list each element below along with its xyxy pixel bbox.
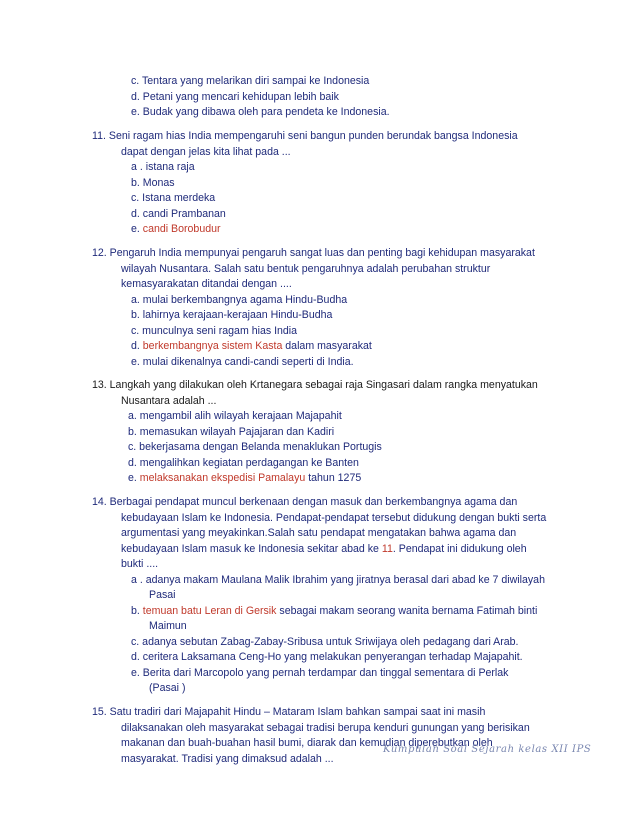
q11-question-line: dapat dengan jelas kita lihat pada ... [121,146,291,158]
q14-option-a: a . adanya makam Maulana Malik Ibrahim yang jiratnya berasal dari abad ke 7 diwilayah [131,574,545,586]
answer-highlight: candi Borobudur [142,223,221,235]
q14-question-line: kebudayaan Islam ke Indonesia. Pendapat-pendapat tersebut didukung dengan bukti serta [121,512,547,524]
q13-option-a: a. mengambil alih wilayah kerajaan Majapahit [128,410,342,422]
q15-question-line: makanan dan buah-buahan hasil bumi, diarak dan kemudian diperebutkan oleh [121,737,493,749]
option-prefix: e. [128,472,140,484]
answer-highlight: 11 [381,543,393,555]
q12-option-b: b. lahirnya kerajaan-kerajaan Hindu-Budha [131,309,333,321]
text-segment: kebudayaan Islam masuk ke Indonesia sekitar abad ke [121,543,382,555]
q10-option-c: c. Tentara yang melarikan diri sampai ke Indonesia [131,75,370,87]
q14-option-d: d. ceritera Laksamana Ceng-Ho yang melakukan penyerangan terhadap Majapahit. [131,651,523,663]
q13-question-line: Nusantara adalah ... [121,395,217,407]
q12-question-line: 12. Pengaruh India mempunyai pengaruh sangat luas dan penting bagi kehidupan masyarakat [92,247,535,259]
q14-option-b-cont: Maimun [149,620,187,632]
q10-option-d: d. Petani yang mencari kehidupan lebih baik [131,91,339,103]
q14-option-c: c. adanya sebutan Zabag-Zabay-Sribusa untuk Sriwijaya oleh pedagang dari Arab. [131,636,519,648]
q12-question-line: kemasyarakatan ditandai dengan .... [121,278,292,290]
q14-option-b [131,604,537,620]
q11-option-c: c. Istana merdeka [131,192,216,204]
q15-question-line: masyarakat. Tradisi yang dimaksud adalah ... [121,753,334,765]
q14-question-line [121,542,527,558]
option-suffix: sebagai makam seorang wanita bernama Fatimah binti [276,605,538,617]
q15-question-line: 15. Satu tradiri dari Majapahit Hindu – Mataram Islam bahkan sampai saat ini masih [92,706,486,718]
q14-option-a-cont: Pasai [149,589,176,601]
q13-option-e [128,471,361,487]
q11-option-d: d. candi Prambanan [131,208,226,220]
q13-option-b: b. memasukan wilayah Pajajaran dan Kadiri [128,426,335,438]
q14-question-line: 14. Berbagai pendapat muncul berkenaan dengan masuk dan berkembangnya agama dan [92,496,518,508]
q11-option-e [131,222,221,238]
q11-option-b: b. Monas [131,177,175,189]
option-prefix: e. [131,223,143,235]
q11-question-line: 11. Seni ragam hias India mempengaruhi seni bangun punden berundak bangsa Indonesia [92,130,518,142]
q15-question-line: dilaksanakan oleh masyarakat sebagai tradisi berupa kenduri gunungan yang berisikan [121,722,530,734]
option-suffix: dalam masyarakat [282,340,372,352]
answer-highlight: melaksanakan ekspedisi Pamalayu [139,472,306,484]
q14-option-e-cont: (Pasai ) [149,682,186,694]
q14-question-line: bukti .... [121,558,159,570]
answer-highlight: berkembangnya sistem Kasta [142,340,283,352]
q14-question-line: argumentasi yang meyakinkan.Salah satu pendapat mengatakan bahwa agama dan [121,527,517,539]
q13-option-c: c. bekerjasama dengan Belanda menaklukan Portugis [128,441,382,453]
answer-highlight: temuan batu Leran di Gersik [142,605,277,617]
q12-option-e: e. mulai dikenalnya candi-candi seperti di India. [131,356,354,368]
q14-option-e: e. Berita dari Marcopolo yang pernah terdampar dan tinggal sementara di Perlak [131,667,509,679]
page-footer: Kumpulan Soal Sejarah kelas XII IPS [383,744,592,755]
q12-option-a: a. mulai berkembangnya agama Hindu-Budha [131,294,348,306]
q12-question-line: wilayah Nusantara. Salah satu bentuk pengaruhnya adalah perubahan struktur [121,263,491,275]
q11-option-a: a . istana raja [131,161,195,173]
q13-question-line: 13. Langkah yang dilakukan oleh Krtanegara sebagai raja Singasari dalam rangka menyatukan [92,379,538,391]
option-prefix: b. [131,605,143,617]
q13-option-d: d. mengalihkan kegiatan perdagangan ke Banten [128,457,359,469]
text-segment: . Pendapat ini didukung oleh [392,543,527,555]
option-prefix: d. [131,340,143,352]
q12-option-d [131,339,372,355]
option-suffix: tahun 1275 [305,472,362,484]
q10-option-e: e. Budak yang dibawa oleh para pendeta ke Indonesia. [131,106,390,118]
q12-option-c: c. munculnya seni ragam hias India [131,325,298,337]
